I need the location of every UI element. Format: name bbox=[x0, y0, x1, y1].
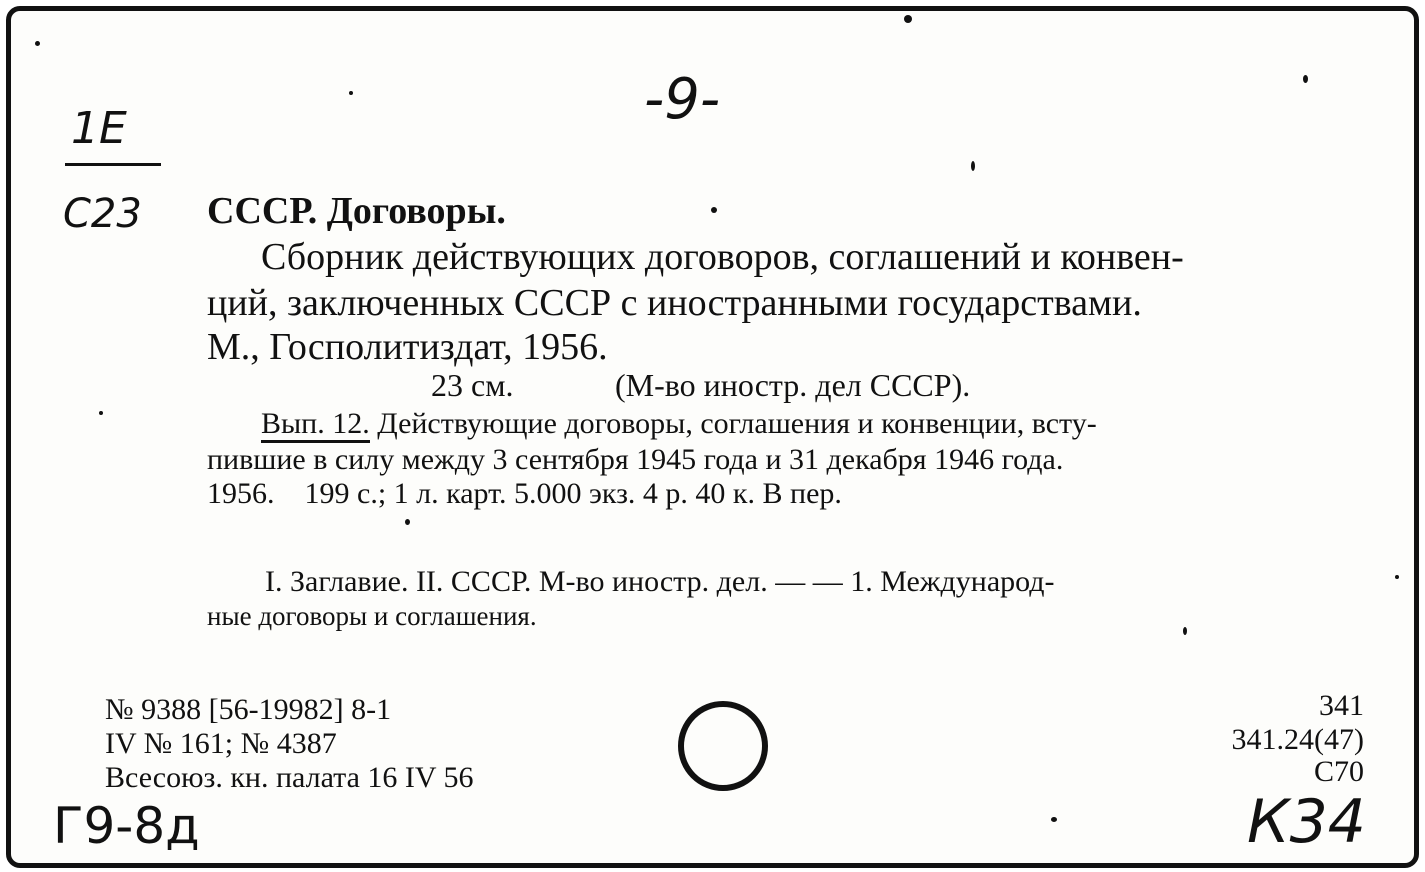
handwritten-inventory-mark: Г9-8д bbox=[53, 797, 200, 855]
card-heading: СССР. Договоры. bbox=[207, 190, 506, 232]
scan-speck bbox=[35, 41, 40, 46]
title-line-1: Сборник действующих договоров, соглашений и конвен- bbox=[261, 236, 1184, 278]
title-line-3: М., Госполитиздат, 1956. bbox=[207, 326, 608, 368]
scan-speck bbox=[711, 207, 717, 213]
library-catalog-card bbox=[6, 6, 1419, 868]
issue-line-2: пившие в силу между 3 сентября 1945 года и 31 декабря 1946 года. bbox=[207, 443, 1064, 476]
scan-speck bbox=[971, 161, 975, 171]
handwritten-shelf-mark-top: 1Е bbox=[71, 103, 127, 154]
handwritten-author-mark: К34 bbox=[1247, 787, 1366, 857]
scan-speck bbox=[405, 519, 410, 525]
classification-code-2: 341.24(47) bbox=[1231, 723, 1364, 756]
issue-label: Вып. 12. bbox=[261, 407, 370, 443]
scan-speck bbox=[1303, 75, 1308, 83]
classification-code-1: 341 bbox=[1319, 689, 1364, 722]
scan-speck bbox=[904, 15, 912, 23]
title-line-2: ций, заключенных СССР с иностранными государствами. bbox=[207, 282, 1142, 324]
issue-line-3: 1956. 199 с.; 1 л. карт. 5.000 экз. 4 р. 40 к. В пер. bbox=[207, 477, 842, 510]
scan-speck bbox=[1051, 817, 1057, 822]
handwritten-shelf-mark-bottom: С23 bbox=[63, 191, 142, 237]
subjects-line-2: ные договоры и соглашения. bbox=[207, 601, 537, 631]
scan-speck bbox=[1395, 575, 1399, 579]
scan-speck bbox=[1183, 627, 1187, 635]
scan-speck bbox=[99, 411, 103, 415]
registration-line-2: IV № 161; № 4387 bbox=[105, 727, 337, 760]
series-note: (М-во иностр. дел СССР). bbox=[615, 367, 971, 403]
classification-code-3: С70 bbox=[1313, 755, 1364, 788]
subjects-line-1: I. Заглавие. II. СССР. М-во иностр. дел. — — 1. Международ- bbox=[265, 565, 1055, 598]
scan-speck bbox=[349, 91, 353, 95]
registration-line-1: № 9388 [56-19982] 8-1 bbox=[105, 693, 392, 726]
shelf-mark-divider bbox=[65, 163, 161, 166]
issue-line-1 bbox=[261, 407, 1097, 441]
handwritten-page-number: -9- bbox=[644, 67, 721, 132]
issue-title: Действующие договоры, соглашения и конвенции, всту- bbox=[369, 407, 1097, 440]
card-punch-hole bbox=[678, 701, 768, 791]
physical-size: 23 см. bbox=[431, 367, 514, 403]
registration-line-3: Всесоюз. кн. палата 16 IV 56 bbox=[105, 761, 474, 794]
